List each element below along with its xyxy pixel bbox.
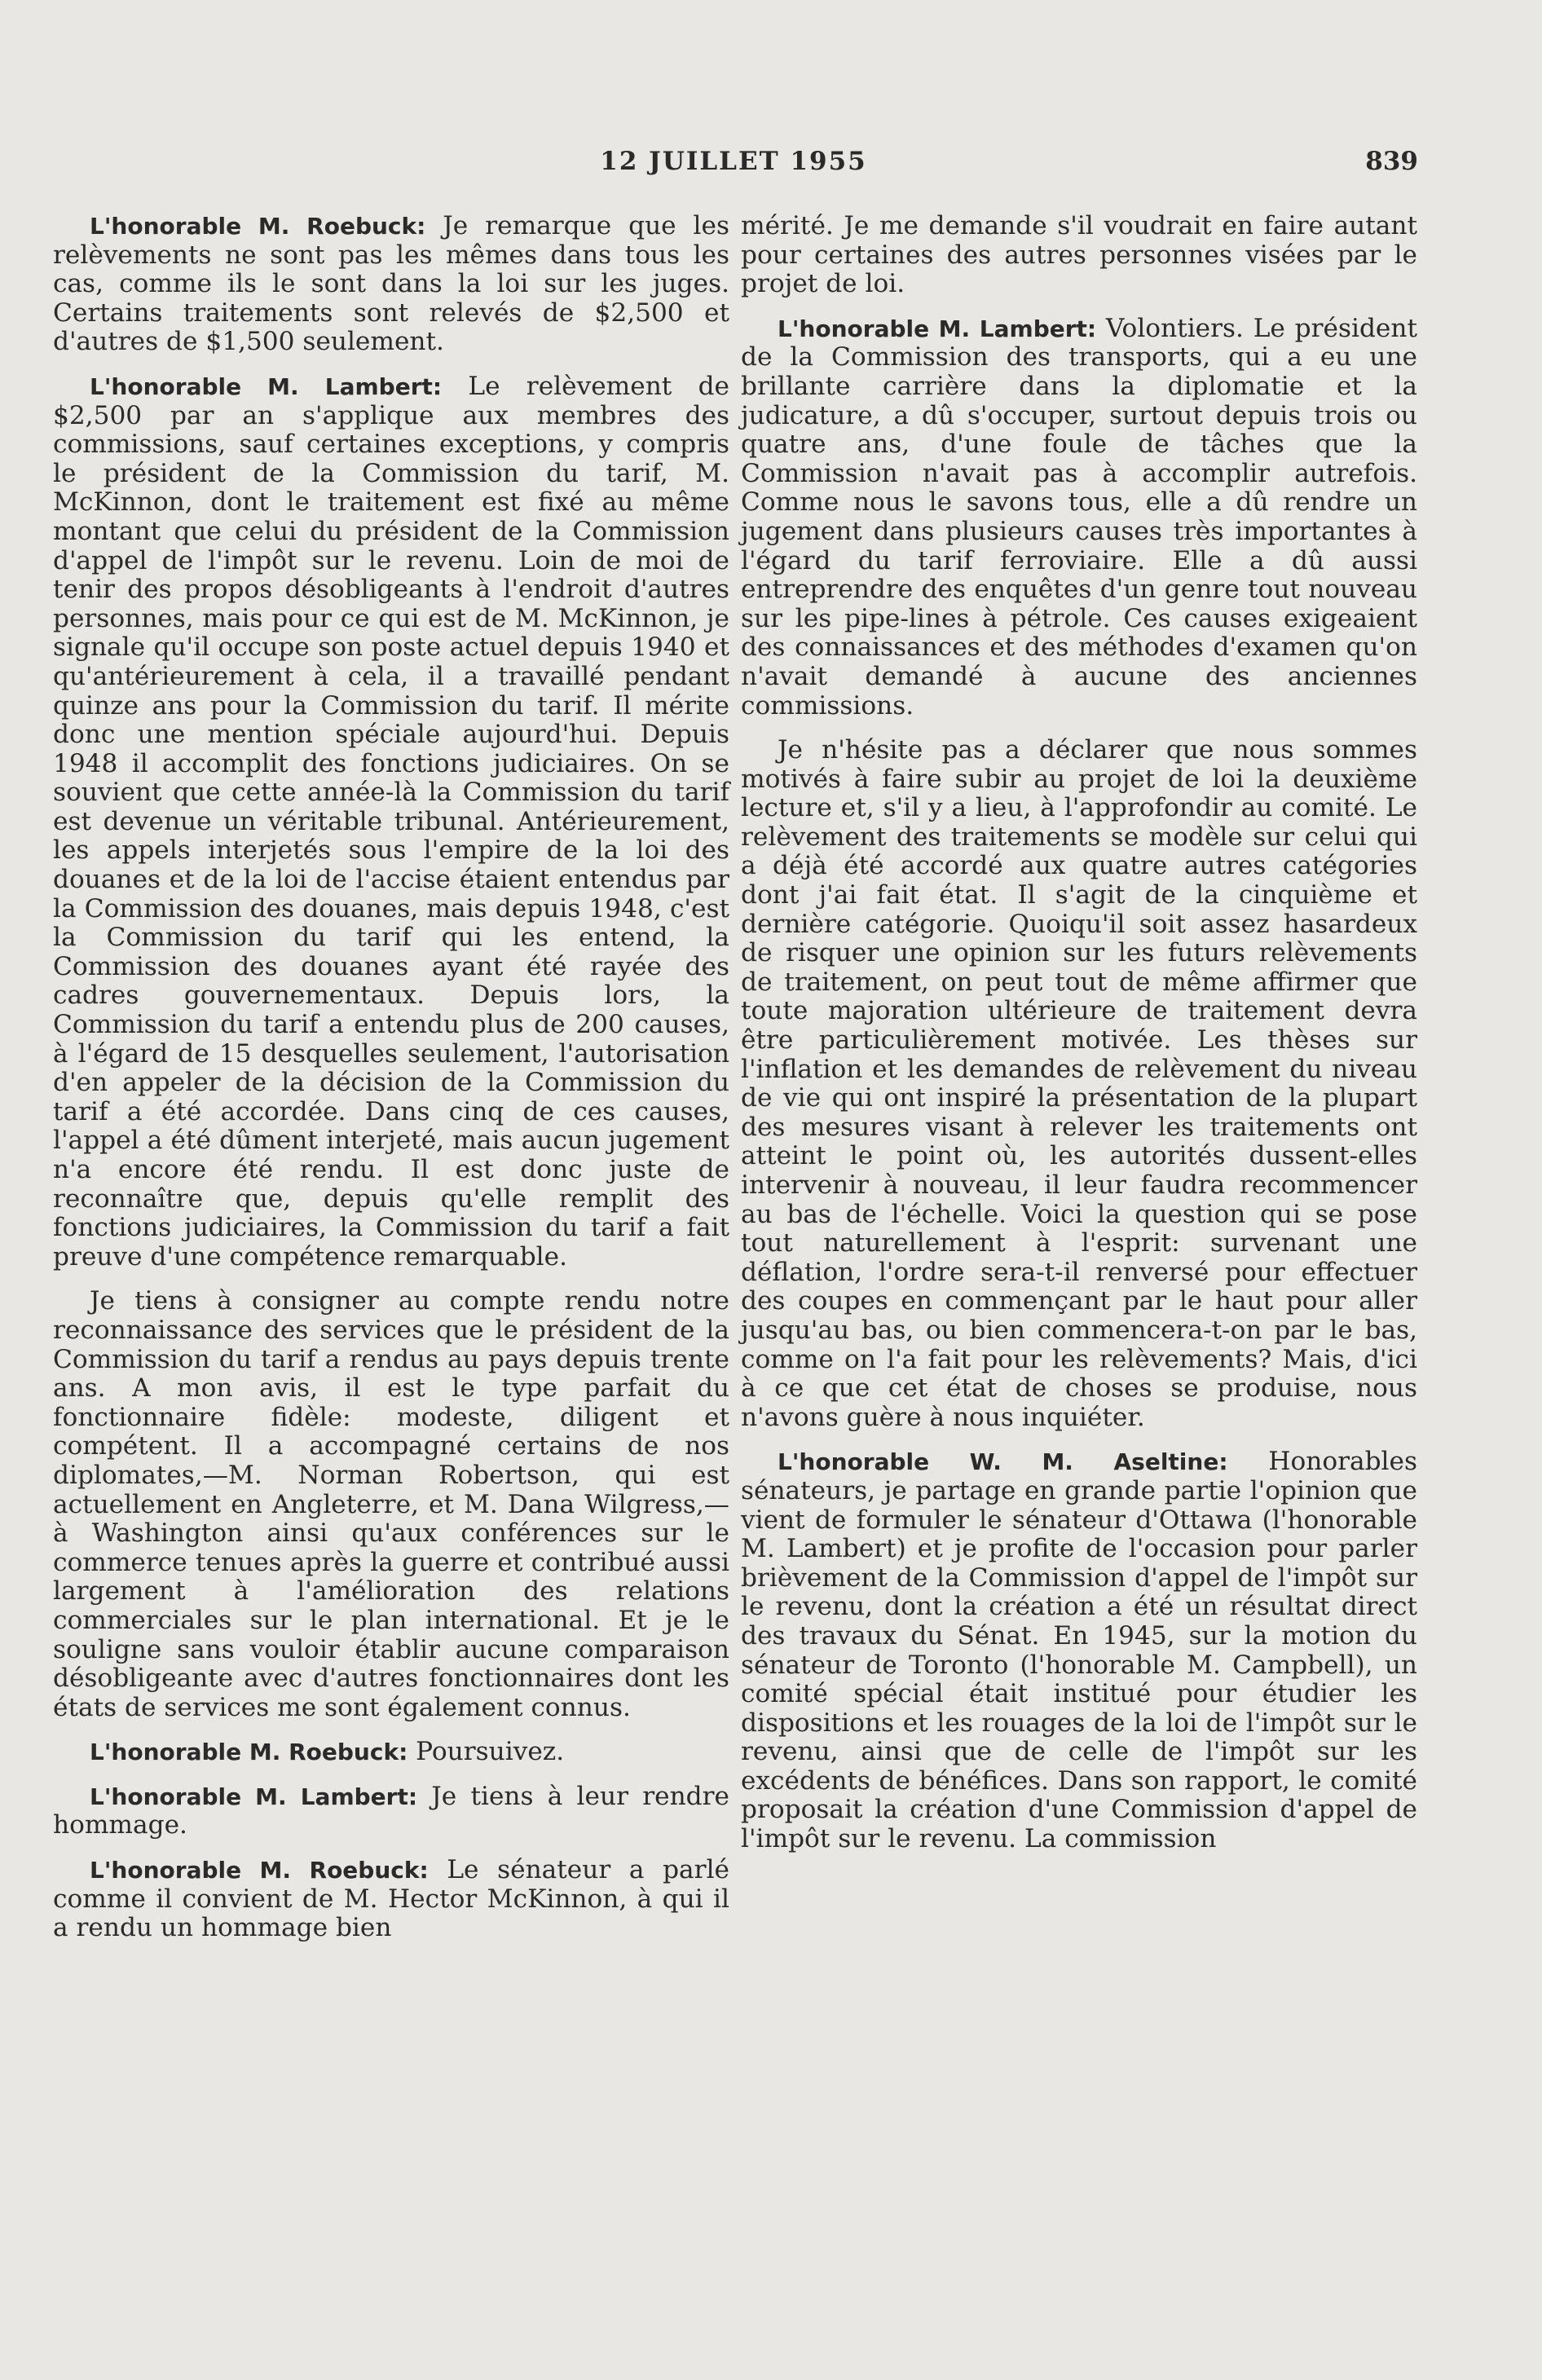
speaker-name: L'honorable M. Lambert:	[90, 1783, 418, 1810]
paragraph-text: Je n'hésite pas a déclarer que nous sommes motivés à faire subir au projet de loi la deuxième lecture et, s'il y a lieu, à l'approfondir au comité. Le relèvement des traitements se modèle sur celui qui a déjà été accordé aux quatre autres catégories dont j'ai fait état. Il s'agit de la cinquième et dernière catégorie. Quoiqu'il soit assez hasardeux de risquer une opinion sur les futurs relèvements de traitement, on peut tout de même affirmer que toute majoration ultérieure de traitement devra être particulièrement motivée. Les thèses sur l'inflation et les demandes de relèvement du niveau de vie qui ont inspiré la présentation de la plupart des mesures visant à relever les traitements ont atteint le point où, les autorités dussent-elles intervenir à nouveau, il leur faudra recommencer au bas de l'échelle. Voici la question qui se pose tout naturellement à l'esprit: survenant une déflation, l'ordre sera-t-il renversé pour effectuer des coupes en commençant par le haut pour aller jusqu'au bas, ou bien commencera-t-on par le bas, comme on l'a fait pour les relèvements? Mais, d'ici à ce que cet état de choses se produise, nous n'avons guère à nous inquiéter.	[741, 735, 1417, 1432]
page-header	[49, 147, 1418, 187]
speaker-name: L'honorable W. M. Aseltine:	[778, 1448, 1228, 1476]
paragraph-text: Poursuivez.	[408, 1737, 565, 1767]
right-column	[741, 212, 1417, 1870]
paragraph	[741, 212, 1417, 299]
paragraph	[53, 1783, 729, 1840]
speaker-name: L'honorable M. Roebuck:	[90, 213, 426, 240]
page-number: 839	[1365, 147, 1418, 176]
paragraph-text: mérité. Je me demande s'il voudrait en faire autant pour certaines des autres personnes visées par le projet de loi.	[741, 211, 1417, 299]
paragraph	[53, 1856, 729, 1943]
paragraph	[741, 1448, 1417, 1853]
paragraph-text: Je remarque que les relèvements ne sont pas les mêmes dans tous les cas, comme ils le sont dans la loi sur les juges. Certains traitements sont relevés de $2,500 et d'autres de $1,500 seulement.	[53, 211, 729, 357]
paragraph-text: Je tiens à leur rendre hommage.	[53, 1781, 729, 1840]
paragraph	[741, 736, 1417, 1432]
left-column	[53, 212, 729, 1959]
speaker-name: L'honorable M. Lambert:	[778, 315, 1097, 342]
paragraph-text: Le sénateur a parlé comme il convient de M. Hector McKinnon, à qui il a rendu un hommage bien	[53, 1855, 729, 1943]
paragraph-text: Je tiens à consigner au compte rendu notre reconnaissance des services que le président de la Commission du tarif a rendus au pays depuis trente ans. A mon avis, il est le type parfait du fonctionnaire fidèle: modeste, diligent et compétent. Il a accompagné certains de nos diplomates,—M. Norman Robertson, qui est actuellement en Angleterre, et M. Dana Wilgress,—à Washington ainsi qu'aux conférences sur le commerce tenues après la guerre et contribué aussi largement à l'amélioration des relations commerciales sur le plan international. Et je le souligne sans vouloir établir aucune comparaison désobligeante avec d'autres fonctionnaires dont les états de services me sont également connus.	[53, 1286, 729, 1722]
paragraph	[741, 315, 1417, 721]
paragraph-text: Volontiers. Le président de la Commission des transports, qui a eu une brillante carrière dans la diplomatie et la judicature, a dû s'occuper, surtout depuis trois ou quatre ans, d'une foule de tâches que la Commission n'avait pas à accomplir autrefois. Comme nous le savons tous, elle a dû rendre un jugement dans plusieurs causes très importantes à l'égard du tarif ferroviaire. Elle a dû aussi entreprendre des enquêtes d'un genre tout nouveau sur les pipe-lines à pétrole. Ces causes exigeaient des connaissances et des méthodes d'examen qu'on n'avait demandé à aucune des anciennes commissions.	[741, 313, 1417, 721]
paragraph	[53, 1738, 729, 1767]
paragraph-text: Le relèvement de $2,500 par an s'applique aux membres des commissions, sauf certaines exceptions, y compris le président de la Commission du tarif, M. McKinnon, dont le traitement est fixé au même montant que celui du président de la Commission d'appel de l'impôt sur le revenu. Loin de moi de tenir des propos désobligeants à l'endroit d'autres personnes, mais pour ce qui est de M. McKinnon, je signale qu'il occupe son poste actuel depuis 1940 et qu'antérieurement à cela, il a travaillé pendant quinze ans pour la Commission du tarif. Il mérite donc une mention spéciale aujourd'hui. Depuis 1948 il accomplit des fonctions judiciaires. On se souvient que cette année-là la Commission du tarif est devenue un véritable tribunal. Antérieurement, les appels interjetés sous l'empire de la loi des douanes et de la loi de l'accise étaient entendus par la Commission des douanes, mais depuis 1948, c'est la Commission du tarif qui les entend, la Commission des douanes ayant été rayée des cadres gouvernementaux. Depuis lors, la Commission du tarif a entendu plus de 200 causes, à l'égard de 15 desquelles seulement, l'autorisation d'en appeler de la décision de la Commission du tarif a été accordée. Dans cinq de ces causes, l'appel a été dûment interjeté, mais aucun jugement n'a encore été rendu. Il est donc juste de reconnaître que, depuis qu'elle remplit des fonctions judiciaires, la Commission du tarif a fait preuve d'une compétence remarquable.	[53, 371, 729, 1272]
speaker-name: L'honorable M. Lambert:	[90, 372, 443, 400]
paragraph	[53, 212, 729, 357]
paragraph	[53, 1287, 729, 1722]
paragraph-text: Honorables sénateurs, je partage en grande partie l'opinion que vient de formuler le sénateur d'Ottawa (l'honorable M. Lambert) et je profite de l'occasion pour parler brièvement de la Commission d'appel de l'impôt sur le revenu, dont la création a été un résultat direct des travaux du Sénat. En 1945, sur la motion du sénateur de Toronto (l'honorable M. Campbell), un comité spécial était institué pour étudier les dispositions et les rouages de la loi de l'impôt sur le revenu, ainsi que de celle de l'impôt sur les excédents de bénéfices. Dans son rapport, le comité proposait la création d'une Commission d'appel de l'impôt sur le revenu. La commission	[741, 1447, 1417, 1854]
paragraph	[53, 372, 729, 1272]
speaker-name: L'honorable M. Roebuck:	[90, 1739, 408, 1766]
header-date: 12 JUILLET 1955	[600, 147, 867, 176]
speaker-name: L'honorable M. Roebuck:	[90, 1857, 429, 1884]
